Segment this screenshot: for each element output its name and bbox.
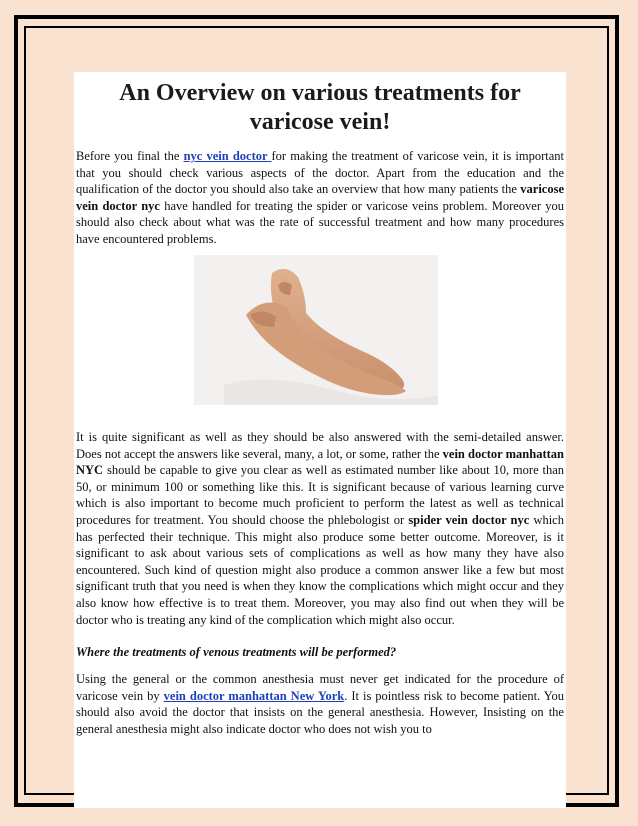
section-heading: Where the treatments of venous treatments will be performed? (76, 645, 397, 659)
bold-keyword: spider vein doctor nyc (408, 512, 530, 527)
nyc-vein-doctor-link[interactable]: nyc vein doctor (183, 149, 272, 163)
text-span: which has perfected their technique. This might also produce some better outcome. Moreover, is it significant to ask about various sets of complications as well as how many they have also encountered. Such kind of question might also produce a common answer like a few but most significant truth that you need is when they know the complications which might occur and they also know how effective is to treat them. Moreover, you may also find out when they will be doctor who is treating any kind of the complication which might also occur. (76, 512, 564, 627)
text-span: Before you final the (76, 149, 184, 163)
paragraph-main (76, 429, 564, 628)
title-line-1: An Overview on various treatments for (119, 80, 521, 106)
text-span: . It is pointless risk to become patient. You should also avoid the doctor that insists on the general anesthesia. However, Insisting on the general anesthesia might also indicate doctor who does not wish you to (76, 688, 564, 736)
bold-keyword: vein doctor manhattan NYC (76, 446, 564, 478)
text-span: Using the general or the common anesthesia must never get indicated for the procedure of varicose vein by (76, 672, 564, 703)
legs-photo (194, 255, 438, 405)
paragraph-anesthesia (76, 671, 564, 737)
text-span: should be capable to give you clear as well as estimated number like about 10, more than 50, or minimum 100 or something like this. It is significant because of various learning curve which is also important to become much proficient to perform the latest as well as technical procedures for treatment. You should choose the phlebologist or (76, 463, 564, 527)
page-title (74, 72, 566, 137)
text-span: for making the treatment of varicose vein, it is important that you should check various aspects of the doctor. Apart from the education and the qualification of the doctor you should also take an overview that how many patients the (76, 149, 564, 197)
title-line-2: varicose vein! (249, 109, 391, 135)
text-span: It is quite significant as well as they should be also answered with the semi-detailed answer. Does not accept the answers like several, many, a lot, or some, rather the (76, 430, 564, 461)
document-page (74, 72, 566, 808)
text-span: have handled for treating the spider or varicose veins problem. Moreover you should also check about what was the rate of successful treatment and how many procedures have encountered problems. (76, 198, 564, 246)
paragraph-intro (76, 148, 564, 248)
vein-doctor-manhattan-link[interactable]: vein doctor manhattan New York (163, 688, 345, 703)
bold-keyword: varicose vein doctor nyc (76, 182, 564, 213)
